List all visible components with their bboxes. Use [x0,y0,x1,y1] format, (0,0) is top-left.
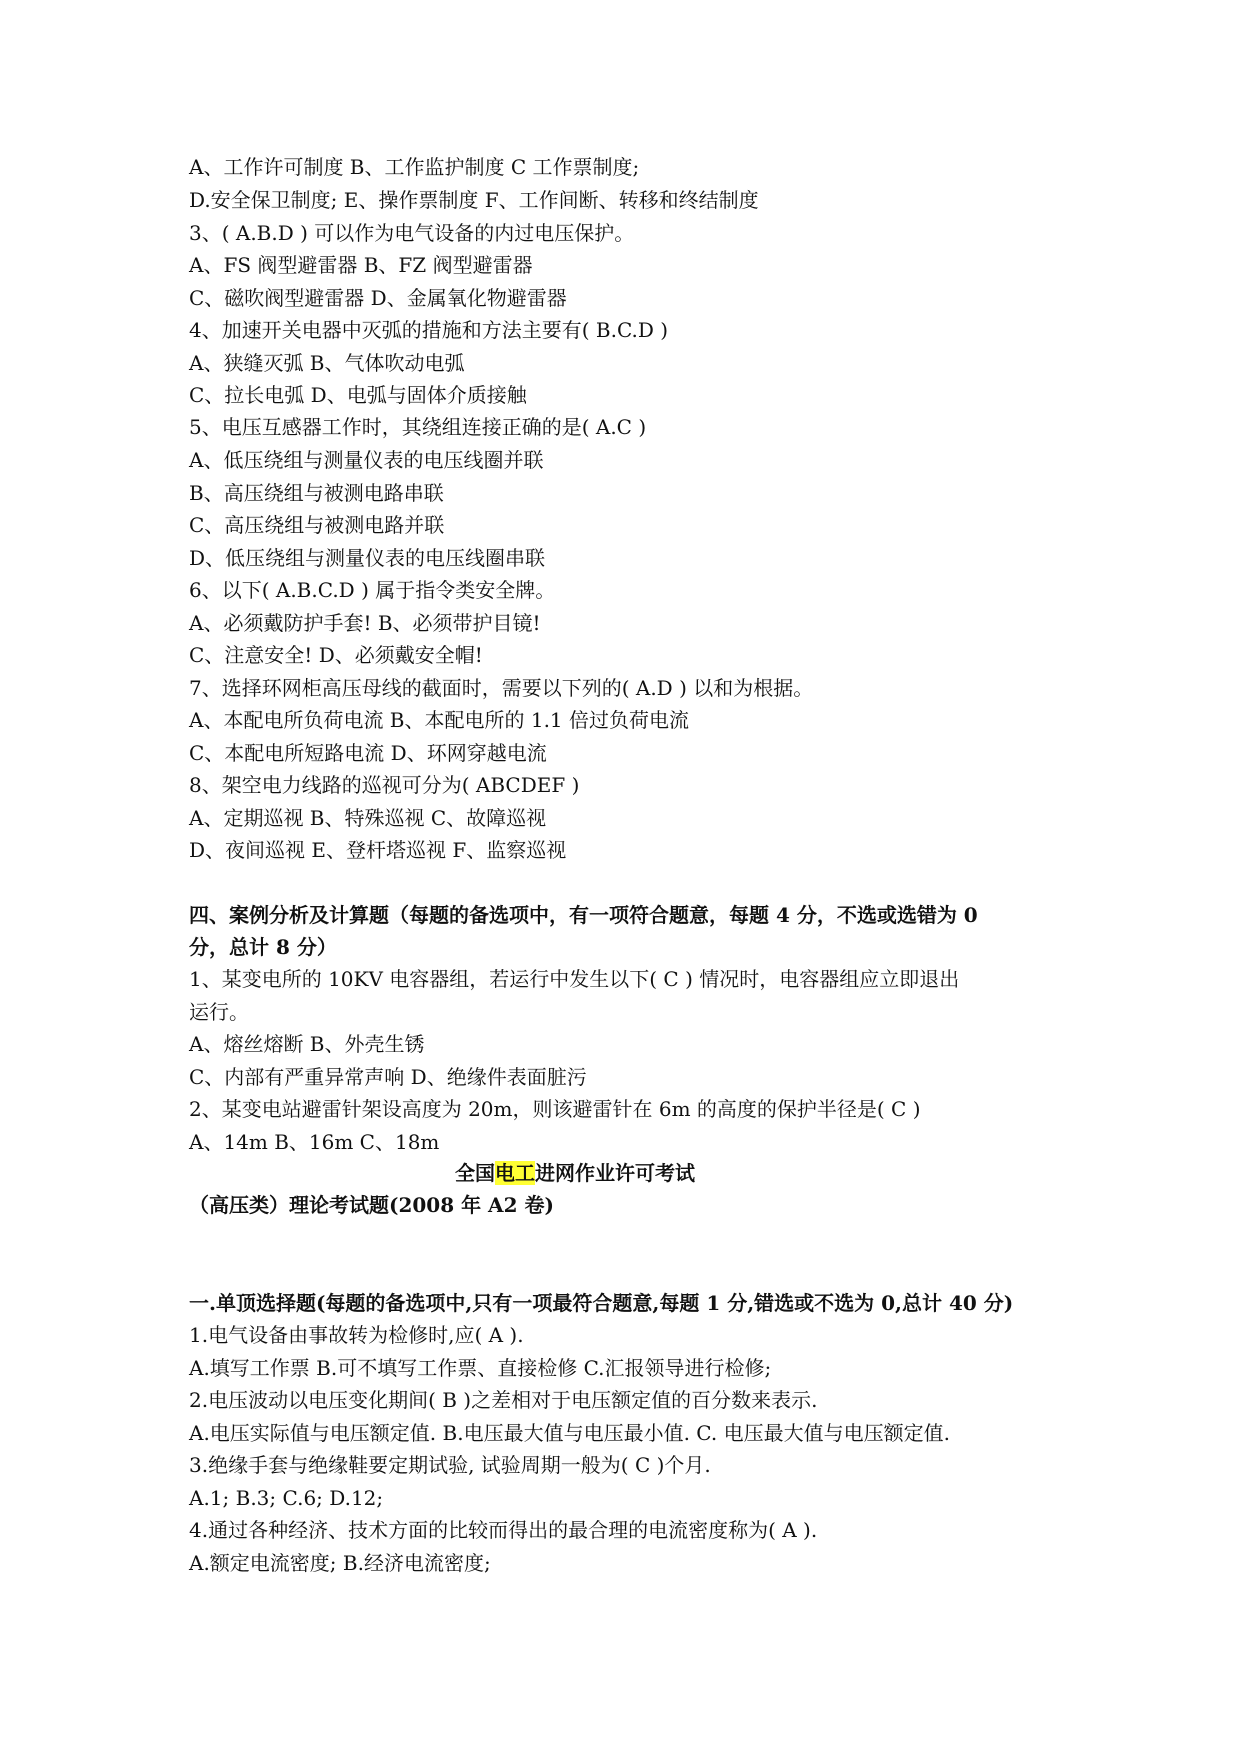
exam-title-highlighted: 电工 [495,1161,535,1185]
text-line: A、FS 阀型避雷器 B、FZ 阀型避雷器 [189,253,533,277]
section-heading: 一.单顶选择题(每题的备选项中,只有一项最符合题意,每题 1 分,错选或不选为 0,总计 40 分) [189,1291,1014,1315]
text-line: A.填写工作票 B.可不填写工作票、直接检修 C.汇报领导进行检修; [189,1356,772,1380]
text-line: 运行。 [189,1000,249,1024]
text-line: A、狭缝灭弧 B、气体吹动电弧 [189,351,465,375]
text-line: A.1; B.3; C.6; D.12; [189,1486,384,1510]
exam-subtitle: （高压类）理论考试题(2008 年 A2 卷) [189,1193,554,1217]
question-5: 5、电压互感器工作时，其绕组连接正确的是( A.C ) [189,415,647,439]
text-line: A、低压绕组与测量仪表的电压线圈并联 [189,448,544,472]
exam-title-prefix: 全国 [455,1161,495,1185]
text-line: C、拉长电弧 D、电弧与固体介质接触 [189,383,527,407]
exam-title-suffix: 进网作业许可考试 [535,1161,695,1185]
exam-title [0,1160,1150,1186]
question-7: 7、选择环网柜高压母线的截面时，需要以下列的( A.D ) 以和为根据。 [189,676,814,700]
question-6: 6、以下( A.B.C.D ) 属于指令类安全牌。 [189,578,556,602]
text-line: D.安全保卫制度; E、操作票制度 F、工作间断、转移和终结制度 [189,188,759,212]
question-case-2: 2、某变电站避雷针架设高度为 20m，则该避雷针在 6m 的高度的保护半径是( C ) [189,1097,921,1121]
text-line: C、磁吹阀型避雷器 D、金属氧化物避雷器 [189,286,567,310]
text-line: A、工作许可制度 B、工作监护制度 C 工作票制度; [189,155,640,179]
text-line: C、注意安全! D、必须戴安全帽! [189,643,483,667]
question-2: 2.电压波动以电压变化期间( B )之差相对于电压额定值的百分数来表示. [189,1388,818,1412]
text-line: C、本配电所短路电流 D、环网穿越电流 [189,741,547,765]
question-1: 1.电气设备由事故转为检修时,应( A ). [189,1323,524,1347]
text-line: A、14m B、16m C、18m [189,1130,440,1154]
question-4: 4、加速开关电器中灭弧的措施和方法主要有( B.C.D ) [189,318,669,342]
text-line: A、本配电所负荷电流 B、本配电所的 1.1 倍过负荷电流 [189,708,690,732]
question-case-1: 1、某变电所的 10KV 电容器组，若运行中发生以下( C ) 情况时，电容器组应立即退出 [189,967,960,991]
question-4: 4.通过各种经济、技术方面的比较而得出的最合理的电流密度称为( A ). [189,1518,818,1542]
question-3: 3、( A.B.D ) 可以作为电气设备的内过电压保护。 [189,221,635,245]
section-heading: 四、案例分析及计算题（每题的备选项中，有一项符合题意，每题 4 分，不选或选错为 0 [189,903,978,927]
text-line: A、熔丝熔断 B、外壳生锈 [189,1032,425,1056]
text-line: C、内部有严重异常声响 D、绝缘件表面脏污 [189,1065,587,1089]
text-line: A、必须戴防护手套! B、必须带护目镜! [189,611,541,635]
question-8: 8、架空电力线路的巡视可分为( ABCDEF ) [189,773,580,797]
question-3: 3.绝缘手套与绝缘鞋要定期试验, 试验周期一般为( C )个月. [189,1453,711,1477]
text-line: A.电压实际值与电压额定值. B.电压最大值与电压最小值. C. 电压最大值与电压额定值. [189,1421,950,1445]
section-heading: 分，总计 8 分） [189,935,337,959]
text-line: A.额定电流密度; B.经济电流密度; [189,1551,491,1575]
text-line: C、高压绕组与被测电路并联 [189,513,445,537]
text-line: A、定期巡视 B、特殊巡视 C、故障巡视 [189,806,547,830]
text-line: B、高压绕组与被测电路串联 [189,481,444,505]
text-line: D、夜间巡视 E、登杆塔巡视 F、监察巡视 [189,838,567,862]
text-line: D、低压绕组与测量仪表的电压线圈串联 [189,546,546,570]
